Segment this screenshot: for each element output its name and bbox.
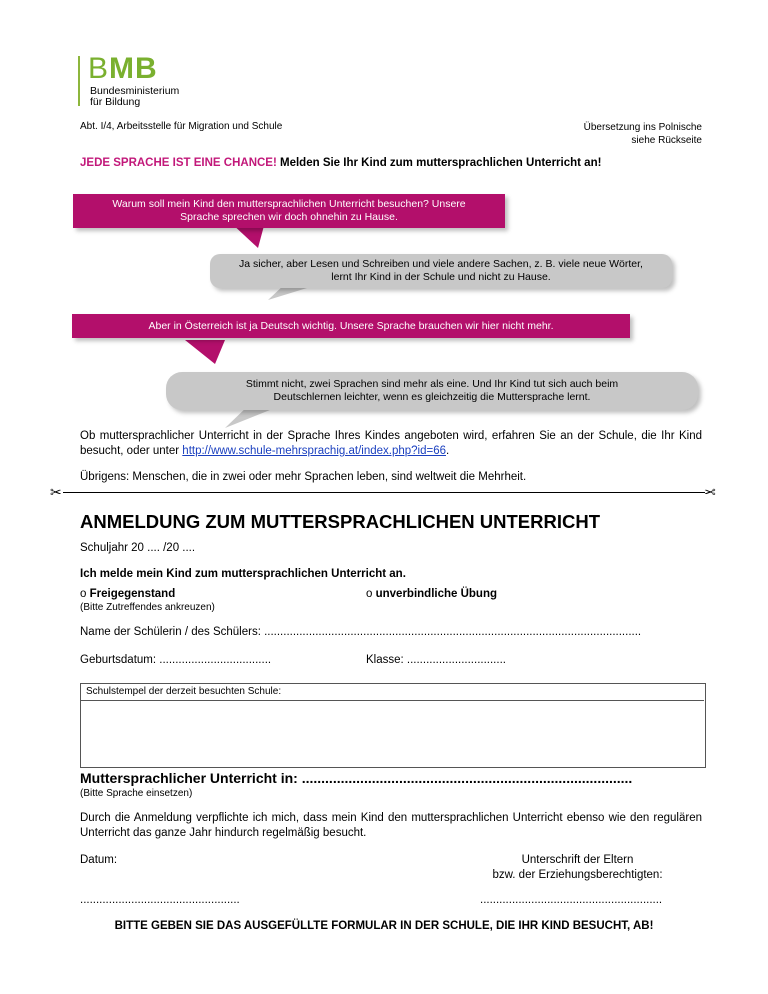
class-field[interactable]: Klasse: ............................... (366, 654, 506, 666)
logo-subtitle: Bundesministerium für Bildung (90, 85, 180, 108)
cut-line (63, 492, 705, 493)
option-freigegenstand[interactable]: o Freigegenstand (80, 588, 176, 600)
speech-bubble-2: Ja sicher, aber Lesen und Schreiben und viele andere Sachen, z. B. viele neue Wörter, lernt Ihr Kind in der Schule und nicht zu Hause. (210, 254, 672, 288)
scissor-icon: ✂ (704, 484, 716, 500)
slogan: JEDE SPRACHE IST EINE CHANCE! Melden Sie Ihr Kind zum muttersprachlichen Unterricht an! (80, 157, 602, 169)
signature-label: Unterschrift der Eltern bzw. der Erziehungsberechtigten: (492, 854, 663, 881)
school-year: Schuljahr 20 .... /20 .... (80, 542, 196, 554)
birthdate-field[interactable]: Geburtsdatum: ................................... (80, 654, 272, 666)
bmb-logo: BMB (88, 52, 158, 85)
language-hint: (Bitte Sprache einsetzen) (80, 788, 193, 799)
form-intro: Ich melde mein Kind zum muttersprachlichen Unterricht an. (80, 568, 406, 580)
speech-bubble-3: Aber in Österreich ist ja Deutsch wichtig. Unsere Sprache brauchen wir hier nicht mehr. (72, 314, 630, 338)
department: Abt. I/4, Arbeitsstelle für Migration und Schule (80, 121, 283, 132)
date-line[interactable]: .................................................. (80, 894, 240, 906)
footer-instruction: BITTE GEBEN SIE DAS AUSGEFÜLLTE FORMULAR IN DER SCHULE, DIE IHR KIND BESUCHT, AB! (114, 920, 654, 932)
date-label: Datum: (80, 854, 118, 866)
form-title: ANMELDUNG ZUM MUTTERSPRACHLICHEN UNTERRICHT (80, 511, 601, 532)
translation-note: Übersetzung ins Polnische siehe Rückseite (583, 122, 702, 146)
option-hint: (Bitte Zutreffendes ankreuzen) (80, 602, 215, 613)
speech-bubble-4: Stimmt nicht, zwei Sprachen sind mehr als eine. Und Ihr Kind tut sich auch beim Deutschlernen leichter, wenn es gleichzeitig die Muttersprache lernt. (166, 372, 698, 410)
option-uebung[interactable]: o unverbindliche Übung (366, 588, 497, 600)
checkbox-mark[interactable]: o (366, 588, 373, 600)
signature-line[interactable]: ......................................................... (480, 894, 663, 906)
scissor-icon: ✂ (50, 484, 62, 500)
school-stamp-label: Schulstempel der derzeit besuchten Schule: (80, 683, 704, 701)
majority-note: Übrigens: Menschen, die in zwei oder mehr Sprachen leben, sind weltweit die Mehrheit. (80, 471, 527, 483)
speech-bubble-1: Warum soll mein Kind den muttersprachlichen Unterricht besuchen? Unsere Sprache sprechen wir doch ohnehin zu Hause. (73, 194, 505, 228)
info-link[interactable]: http://www.schule-mehrsprachig.at/index.php?id=66 (182, 445, 446, 457)
bubble-tail-3 (185, 340, 225, 364)
commitment-text: Durch die Anmeldung verpflichte ich mich, dass mein Kind den muttersprachlichen Unterricht ebenso wie den regulären Unterricht das ganze Jahr hindurch regelmäßig besucht. (80, 812, 702, 839)
student-name-field[interactable]: Name der Schülerin / des Schülers: ...................................................................................................................... (80, 626, 642, 638)
checkbox-mark[interactable]: o (80, 588, 87, 600)
language-field[interactable]: Muttersprachlicher Unterricht in: ..................................................................................... (80, 770, 633, 786)
info-paragraph: Ob muttersprachlicher Unterricht in der Sprache Ihres Kindes angeboten wird, erfahren Sie an der Schule, die Ihr Kind besucht, oder unter http://www.schule-mehrsprachig.at/index.php?id=66. (80, 430, 702, 457)
